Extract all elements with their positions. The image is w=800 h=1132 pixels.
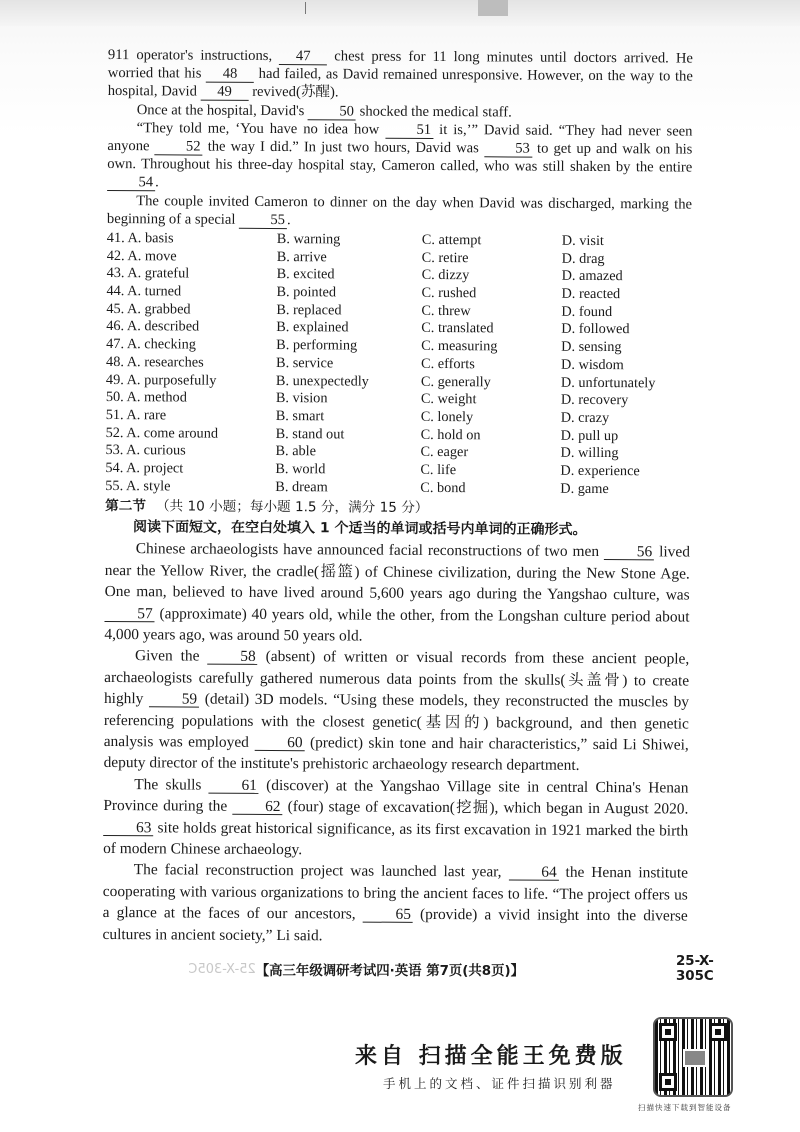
- qr-caption: 扫描快速下载到智能设备: [638, 1103, 732, 1112]
- option-row-47: 47. A. checking B. performing C. measuring D. sensing: [106, 336, 622, 356]
- footer-title: 【高三年级调研考试四·英语 第7页(共8页)】: [255, 963, 525, 979]
- blank-62: 62: [232, 799, 282, 815]
- option-row-55: 55. A. style B. dream C. bond D. game: [105, 477, 609, 497]
- scanner-watermark: [355, 1042, 635, 1092]
- blank-64: 64: [508, 865, 558, 881]
- blank-54: 54: [107, 175, 155, 191]
- option-row-44: 44. A. turned B. pointed C. rushed D. reacted: [106, 283, 621, 303]
- answer-options-list: [105, 230, 692, 499]
- passage1-paragraph4: The couple invited Cameron to dinner on the day when David was discharged, marking the beginning of a special 55 .: [106, 192, 693, 228]
- document-content: [103, 46, 693, 949]
- option-row-45: 45. A. grabbed B. replaced C. threw D. found: [106, 300, 613, 320]
- bleed-through-code: 25-X-305C: [188, 961, 256, 977]
- blank-53: 53: [484, 141, 532, 157]
- qr-code-icon[interactable]: [653, 1017, 733, 1097]
- option-row-54: 54. A. project B. world C. life D. experience: [105, 459, 640, 480]
- blank-57: 57: [104, 606, 154, 622]
- passage2: [103, 538, 690, 948]
- option-row-49: 49. A. purposefully B. unexpectedly C. generally D. unfortunately: [105, 371, 656, 391]
- blank-59: 59: [149, 691, 199, 707]
- watermark-subtitle: 手机上的文档、证件扫描识别利器: [383, 1076, 616, 1091]
- passage1-paragraph3: “They told me, ‘You have no idea how 51 it is,’” David said. “They had never seen anyone 52 the way I did.” In just two hours, David was 53 to get up and walk on his own. Throughout his three-day hospital stay, Cameron called, who was still shaken by the entire 54 .: [107, 119, 693, 191]
- previous-page-edge: [0, 0, 800, 26]
- blank-52: 52: [155, 139, 203, 155]
- blank-58: 58: [207, 649, 257, 665]
- passage1-paragraph1: 911 operator's instructions, 47 chest press for 11 long minutes until doctors arrived. He worried that his 48 had failed, as David remained unresponsive. However, on the way to the hospital, David 49 revived(苏醒).: [107, 46, 693, 101]
- blank-51: 51: [385, 123, 433, 139]
- blank-61: 61: [209, 777, 259, 793]
- blank-60: 60: [254, 735, 304, 751]
- blank-63: 63: [103, 820, 153, 836]
- section-heading: 第二节 （共 10 小题；每小题 1.5 分，满分 15 分）: [105, 498, 429, 517]
- section-instruction: 阅读下面短文，在空白处填入 1 个适当的单词或括号内单词的正确形式。: [133, 519, 587, 539]
- passage2-paragraph3: The skulls 61 (discover) at the Yangshao Village site in central China's Henan Province during the 62 (four) stage of excavation(挖掘), which began in August 2020. 63 site holds great historical significance, as its first excavation in 1921 marked the birth of modern Chinese archaeology.: [103, 775, 689, 859]
- passage2-paragraph1: Chinese archaeologists have announced facial reconstructions of two men 56 lived near the Yellow River, the cradle(摇篮) of Chinese civilization, during the New Stone Age. One man, believed to have lived around 5,600 years ago during the Yangshao culture, was 57 (approximate) 40 years old, while the other, from the Longshan culture period about 4,000 years ago, was around 50 years old.: [104, 540, 690, 645]
- blank-65: 65: [363, 907, 413, 923]
- blank-48: 48: [206, 67, 254, 83]
- option-row-52: 52. A. come around B. stand out C. hold on D. pull up: [105, 424, 619, 444]
- qr-finder-icon: [659, 1023, 677, 1041]
- blank-49: 49: [201, 85, 249, 101]
- option-row-53: 53. A. curious B. able C. eager D. willing: [105, 442, 619, 462]
- option-row-41: 41. A. basis B. warning C. attempt D. visit: [106, 230, 604, 250]
- passage2-paragraph2: Given the 58 (absent) of written or visual records from these ancient people, archaeologists carefully gathered numerous data points from the skulls(头盖骨) to create highly 59 (detail) 3D models. “Using these models, they reconstructed the muscles by referencing populations with the closest genetic(基因的) background, and then genetic analysis was employed 60 (predict) skin tone and hair characteristics,” said Li Shiwei, deputy director of the institute's prehistoric archaeology research department.: [103, 647, 690, 775]
- option-row-51: 51. A. rare B. smart C. lonely D. crazy: [105, 406, 610, 426]
- qr-finder-icon: [709, 1023, 727, 1041]
- option-row-46: 46. A. described B. explained C. translated D. followed: [106, 318, 630, 338]
- option-row-48: 48. A. researches B. service C. efforts D. wisdom: [106, 353, 624, 374]
- edge-mark: [305, 2, 306, 14]
- blank-56: 56: [604, 544, 654, 560]
- passage2-paragraph4: The facial reconstruction project was launched last year, 64 the Henan institute cooperating with various organizations to bring the ancient faces to life. “The project offers us a glance at the faces of our ancestors, 65 (provide) a vivid insight into the diverse cultures in ancient society,” Li said.: [102, 861, 689, 944]
- option-row-50: 50. A. method B. vision C. weight D. recovery: [105, 389, 629, 409]
- exam-code: 25-X-305C: [675, 954, 714, 984]
- blank-47: 47: [279, 49, 327, 65]
- option-row-42: 42. A. move B. arrive C. retire D. drag: [106, 247, 605, 267]
- blank-50: 50: [308, 104, 356, 120]
- watermark-title: 来自 扫描全能王免费版: [355, 1043, 627, 1069]
- option-row-43: 43. A. grateful B. excited C. dizzy D. amazed: [106, 265, 623, 285]
- page-footer: [60, 954, 750, 984]
- qr-finder-icon: [659, 1073, 677, 1091]
- blank-55: 55: [239, 213, 287, 229]
- passage1-paragraph2: Once at the hospital, David's 50 shocked the medical staff.: [136, 101, 512, 121]
- edge-shadow: [478, 0, 508, 16]
- app-logo-icon: [683, 1049, 707, 1067]
